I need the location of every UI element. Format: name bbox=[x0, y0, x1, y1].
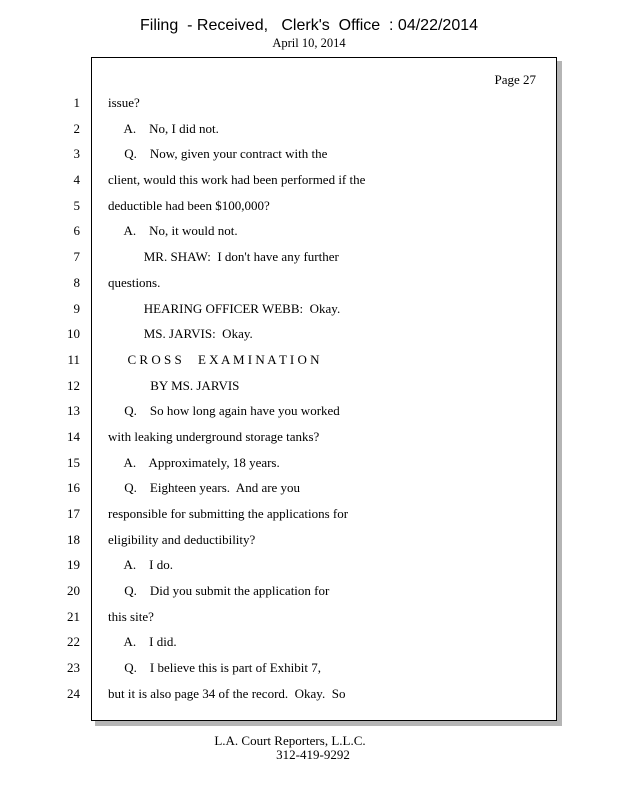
transcript-line bbox=[0, 166, 618, 192]
line-text: MS. JARVIS: Okay. bbox=[108, 326, 253, 342]
line-number: 1 bbox=[73, 95, 80, 110]
line-text: this site? bbox=[108, 608, 154, 624]
line-number: 10 bbox=[67, 326, 80, 342]
line-text: Q. I believe this is part of Exhibit 7, bbox=[108, 660, 322, 676]
line-text: questions. bbox=[108, 274, 161, 290]
line-text: Q. Eighteen years. And are you bbox=[108, 480, 301, 496]
transcript-line bbox=[0, 577, 618, 603]
line-text: A. I do. bbox=[108, 557, 173, 573]
transcript-line bbox=[0, 500, 618, 526]
line-number: 3 bbox=[73, 146, 80, 162]
line-number: 12 bbox=[67, 377, 80, 393]
line-number: 4 bbox=[73, 172, 80, 188]
transcript-date: April 10, 2014 bbox=[272, 36, 346, 50]
line-number: 11 bbox=[67, 351, 80, 367]
transcript-line bbox=[0, 449, 618, 475]
line-text: HEARING OFFICER WEBB: Okay. bbox=[108, 300, 341, 316]
line-text: A. No, it would not. bbox=[108, 223, 238, 239]
transcript-line bbox=[0, 295, 618, 321]
transcript-line bbox=[0, 217, 618, 243]
transcript-line bbox=[0, 320, 618, 346]
transcript-line bbox=[0, 192, 618, 218]
transcript-lines bbox=[0, 89, 618, 706]
transcript-line bbox=[0, 423, 618, 449]
transcript-line bbox=[0, 526, 618, 552]
transcript-line bbox=[0, 269, 618, 295]
transcript-line bbox=[0, 397, 618, 423]
line-number: 20 bbox=[67, 583, 80, 599]
line-number: 9 bbox=[73, 300, 80, 316]
line-number: 19 bbox=[67, 557, 80, 573]
line-number: 6 bbox=[73, 223, 80, 239]
line-number: 24 bbox=[67, 685, 80, 701]
transcript-line bbox=[0, 115, 618, 141]
line-text: with leaking underground storage tanks? bbox=[108, 428, 320, 444]
line-number: 17 bbox=[67, 506, 80, 521]
line-text: A. I did. bbox=[108, 634, 177, 650]
line-text: responsible for submitting the applications for bbox=[108, 506, 349, 521]
line-number: 15 bbox=[67, 454, 80, 470]
line-text: Q. So how long again have you worked bbox=[108, 403, 340, 419]
line-number: 21 bbox=[67, 608, 80, 624]
line-text: C R O S S E X A M I N A T I O N bbox=[108, 351, 320, 367]
line-number: 5 bbox=[73, 197, 80, 213]
line-number: 18 bbox=[67, 531, 80, 547]
line-text: Q. Did you submit the application for bbox=[108, 583, 330, 599]
line-text: client, would this work had been performed if the bbox=[108, 172, 366, 188]
transcript-line bbox=[0, 654, 618, 680]
transcript-line bbox=[0, 372, 618, 398]
line-number: 22 bbox=[67, 634, 80, 650]
line-number: 16 bbox=[67, 480, 80, 496]
line-text: BY MS. JARVIS bbox=[108, 377, 240, 393]
line-text: Q. Now, given your contract with the bbox=[108, 146, 328, 162]
line-text: but it is also page 34 of the record. Okay. So bbox=[108, 685, 346, 701]
reporter-phone: 312-419-9292 bbox=[276, 747, 350, 762]
transcript-line bbox=[0, 89, 618, 115]
line-text: A. Approximately, 18 years. bbox=[108, 454, 280, 470]
transcript-line bbox=[0, 474, 618, 500]
line-number: 14 bbox=[67, 428, 80, 444]
line-text: eligibility and deductibility? bbox=[108, 531, 256, 547]
line-number: 7 bbox=[73, 249, 80, 265]
line-number: 23 bbox=[67, 660, 80, 676]
transcript-line bbox=[0, 628, 618, 654]
line-number: 13 bbox=[67, 403, 80, 419]
transcript-line bbox=[0, 680, 618, 706]
line-number: 8 bbox=[73, 274, 80, 290]
line-text: A. No, I did not. bbox=[108, 120, 219, 136]
transcript-line bbox=[0, 140, 618, 166]
line-text: MR. SHAW: I don't have any further bbox=[108, 249, 339, 265]
line-text: issue? bbox=[108, 95, 140, 110]
page-number: Page 27 bbox=[494, 72, 536, 87]
transcript-line bbox=[0, 346, 618, 372]
transcript-line bbox=[0, 243, 618, 269]
filing-stamp: Filing - Received, Clerk's Office : 04/22/2014 bbox=[139, 17, 479, 34]
transcript-line bbox=[0, 603, 618, 629]
line-text: deductible had been $100,000? bbox=[108, 197, 270, 213]
transcript-line bbox=[0, 551, 618, 577]
reporter-company: L.A. Court Reporters, L.L.C. bbox=[214, 733, 366, 748]
line-number: 2 bbox=[73, 120, 80, 136]
